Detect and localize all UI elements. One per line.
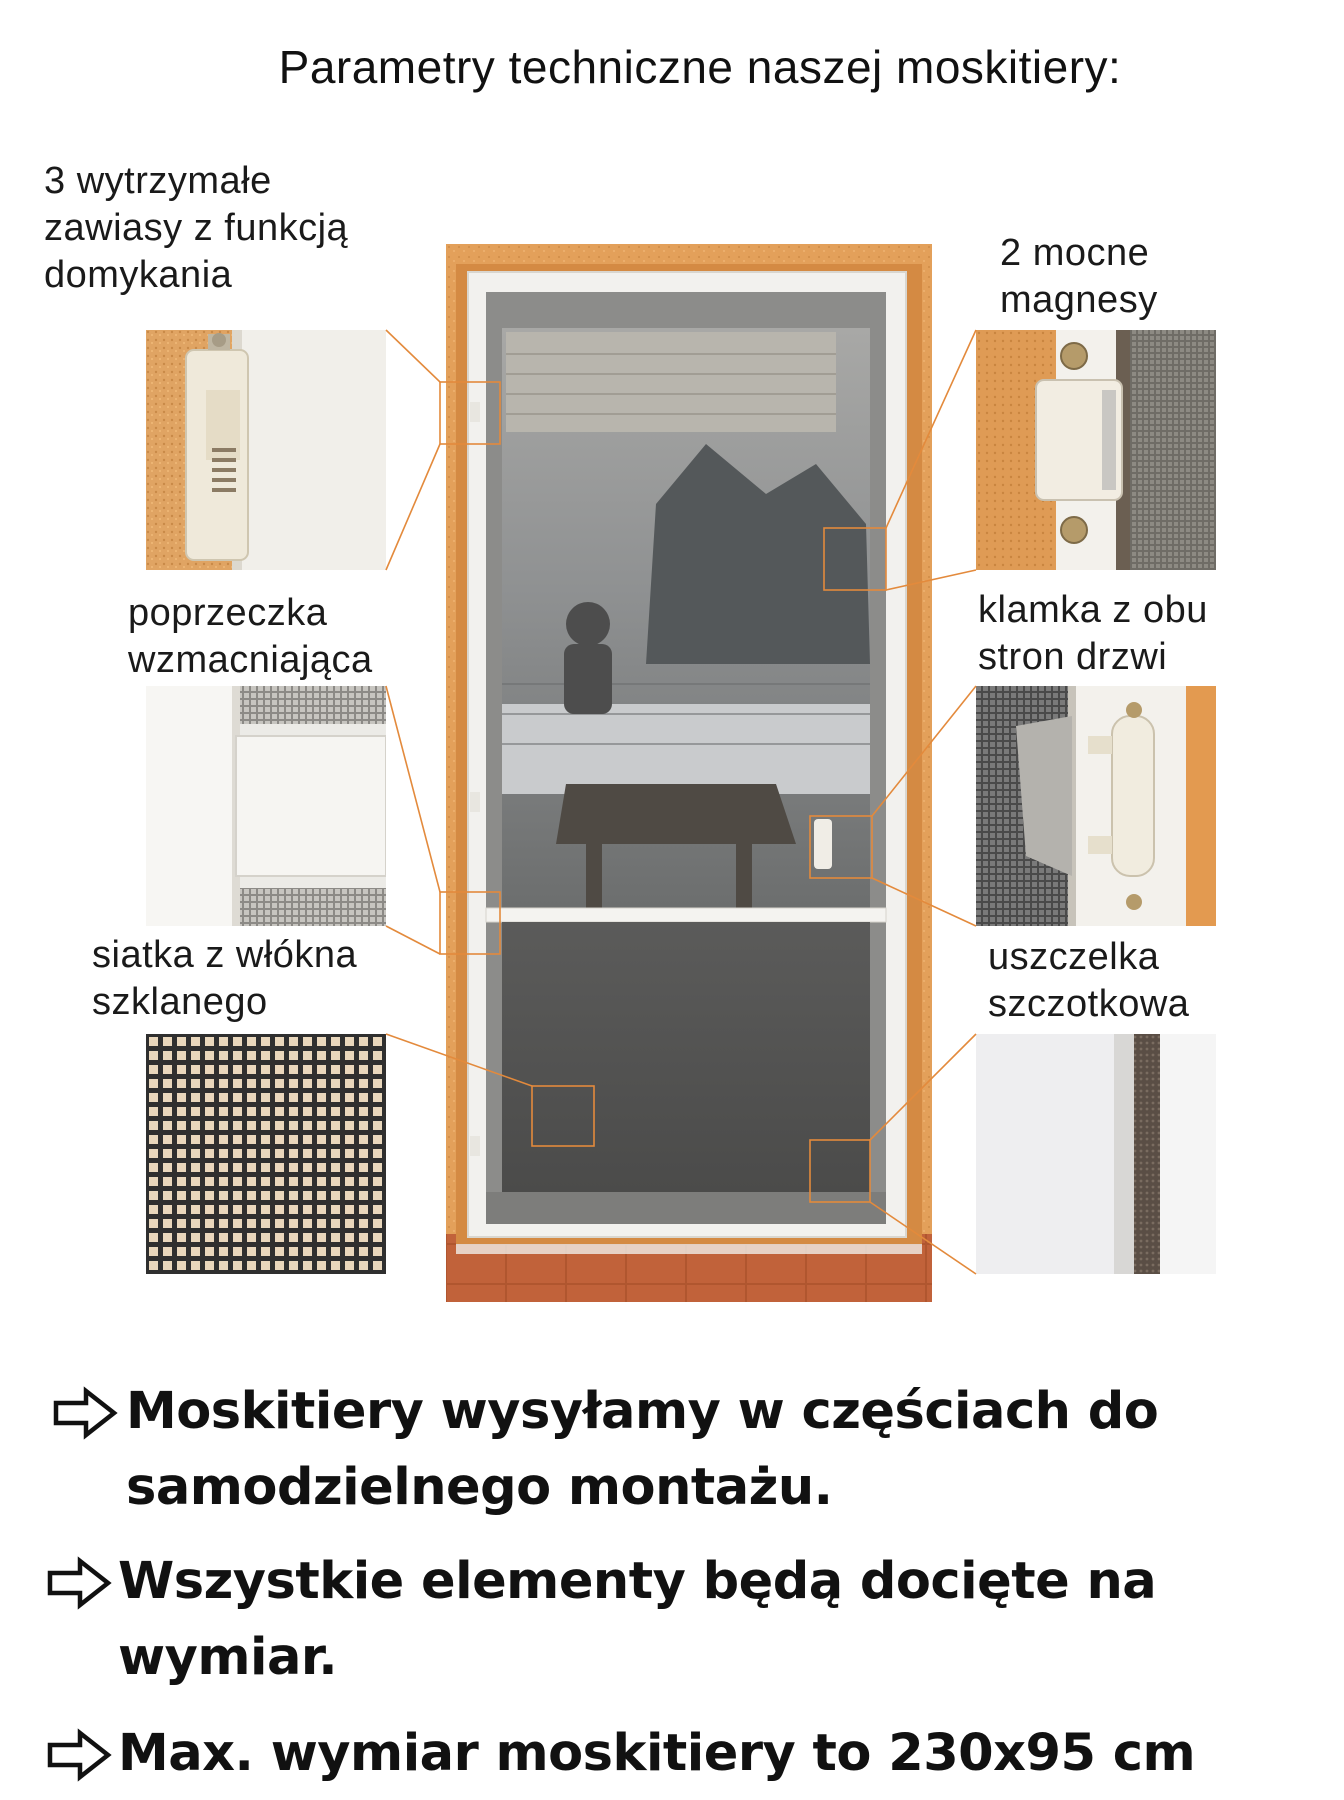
note-item-3 — [48, 1716, 1338, 1792]
hinges-highlight-box — [440, 382, 500, 444]
magnets-highlight-box — [824, 528, 886, 590]
hinges-callout-line-top — [386, 330, 440, 382]
hinges-label-line-1: 3 wytrzymałe — [44, 160, 272, 202]
hinges-label-line-3: domykania — [44, 254, 233, 296]
mesh-label-line-2: szklanego — [92, 981, 268, 1023]
handle-label-line-2: stron drzwi — [978, 636, 1168, 678]
magnets-callout-line-top — [886, 330, 976, 528]
hinges-label-line-2: zawiasy z funkcją — [44, 207, 349, 249]
magnets-label-line-2: magnesy — [1000, 279, 1158, 321]
arrow-right-outline-icon — [44, 1556, 114, 1610]
mesh-highlight-box — [532, 1086, 594, 1146]
arrow-right-outline-icon — [44, 1728, 114, 1782]
mesh-label-line-1: siatka z włókna — [92, 934, 358, 976]
seal-callout-line-bottom — [870, 1202, 976, 1274]
magnets-label-line-1: 2 mocne — [1000, 232, 1150, 274]
handle-highlight-box — [810, 816, 872, 878]
note-1-line-2: samodzielnego montażu. — [126, 1458, 833, 1517]
notes-list — [48, 1374, 1338, 1792]
page-title: Parametry techniczne naszej moskitiery: — [278, 41, 1122, 93]
note-item-1 — [48, 1374, 1338, 1526]
note-item-2 — [48, 1544, 1338, 1696]
seal-callout-line-top — [870, 1034, 976, 1140]
note-1-line-1: Moskitiery wysyłamy w częściach do — [126, 1382, 1159, 1441]
magnets-callout-line-bottom — [886, 570, 976, 590]
handle-callout-line-top — [872, 686, 976, 816]
note-3-line-1: Max. wymiar moskitiery to 230x95 cm — [118, 1724, 1196, 1783]
mesh-callout-line — [386, 1034, 532, 1086]
seal-label-line-1: uszczelka — [988, 936, 1160, 978]
seal-highlight-box — [810, 1140, 870, 1202]
handle-label-line-1: klamka z obu — [978, 589, 1208, 631]
crossbar-highlight-box — [440, 892, 500, 954]
crossbar-callout-line-top — [386, 686, 440, 892]
crossbar-label-line-1: poprzeczka — [128, 592, 328, 634]
note-2-line-1: Wszystkie elementy będą docięte na wymiar. — [118, 1552, 1157, 1687]
hinges-callout-line-bottom — [386, 444, 440, 570]
crossbar-callout-line-bottom — [386, 926, 440, 954]
arrow-right-outline-icon — [50, 1386, 120, 1440]
crossbar-label-line-2: wzmacniająca — [128, 639, 373, 681]
handle-callout-line-bottom — [872, 878, 976, 926]
seal-label-line-2: szczotkowa — [988, 983, 1190, 1025]
